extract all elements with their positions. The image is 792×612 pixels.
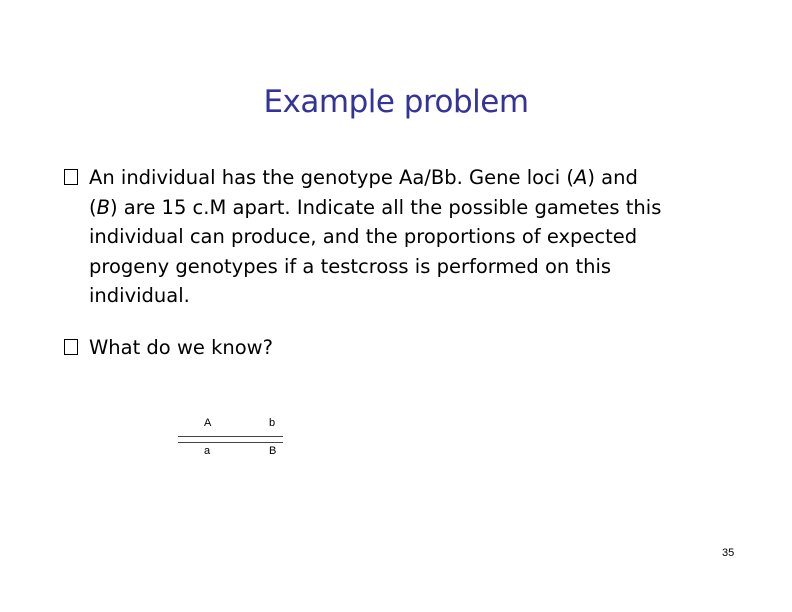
genetic-map-diagram: [178, 414, 286, 464]
page-number: 35: [722, 547, 735, 559]
locus-b-label: B: [96, 195, 110, 219]
bullet-line-3: individual can produce, and the proportions of expected: [89, 225, 638, 248]
allele-label-bottom-right: B: [269, 445, 277, 457]
bullet-item-problem: [64, 163, 724, 311]
square-bullet-icon: [64, 339, 78, 355]
bullet-text-segment: (: [89, 195, 97, 219]
allele-label-top-left: A: [204, 417, 212, 429]
bullet-text-segment: An individual has the genotype Aa/Bb. Gene loci (: [89, 166, 574, 189]
slide-title: Example problem: [263, 84, 529, 120]
locus-a-label: A: [574, 166, 588, 189]
bullet-line-1: [64, 163, 724, 193]
bullet-text-segment: ) are 15 c.M apart. Indicate all the possible gametes this: [110, 195, 662, 219]
bullet-line-4: progeny genotypes if a testcross is performed on this: [89, 254, 612, 278]
bullet-text-segment: ) and: [587, 166, 638, 189]
bullet-text: What do we know?: [89, 336, 273, 359]
chromosome-line-top: [178, 436, 283, 437]
bullet-item-question: [64, 333, 564, 363]
bullet-line-2: [64, 193, 724, 223]
allele-label-top-right: b: [269, 417, 276, 429]
allele-label-bottom-left: a: [204, 445, 211, 457]
square-bullet-icon: [64, 169, 78, 185]
chromosome-line-bottom: [178, 442, 283, 443]
bullet-line-5: individual.: [89, 284, 190, 307]
